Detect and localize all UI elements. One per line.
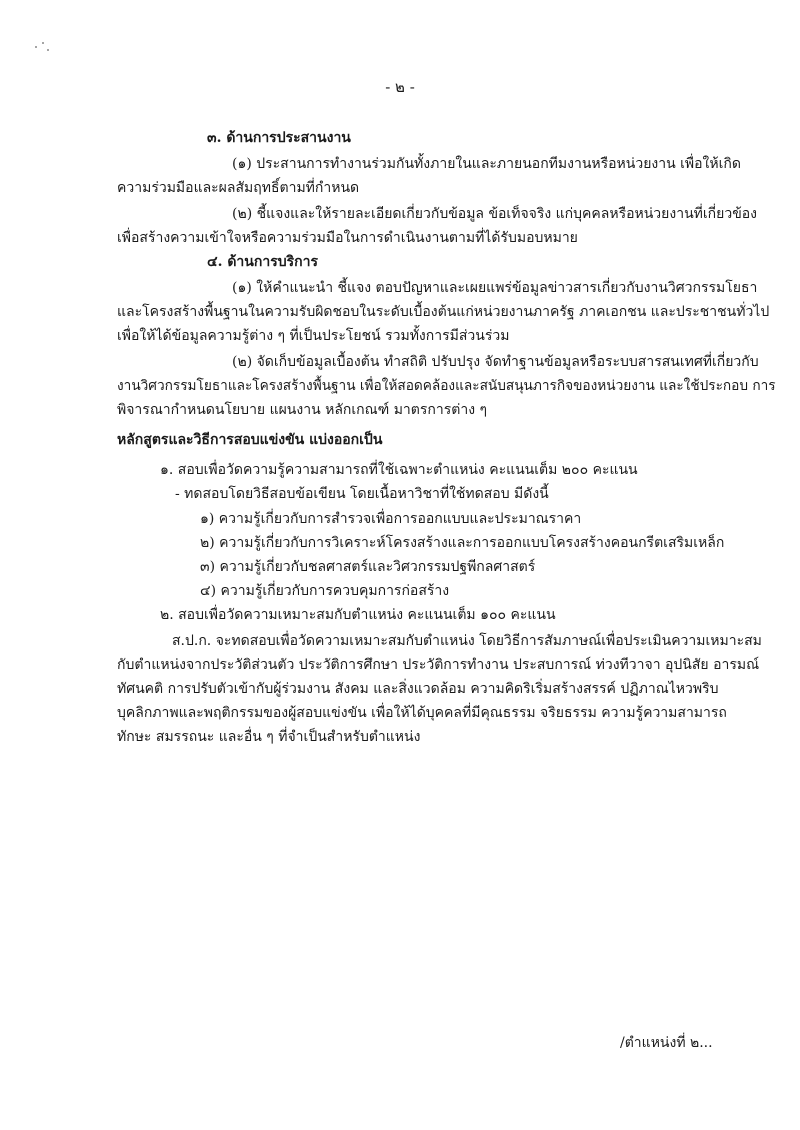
exam-part-1: ๑. สอบเพื่อวัดความรู้ความสามารถที่ใช้เฉพาะตำแหน่ง คะแนนเต็ม ๒๐๐ คะแนน [160,462,638,478]
exam-part-2-line4: บุคลิกภาพและพฤติกรรมของผู้สอบแข่งขัน เพื่อให้ได้บุคคลที่มีคุณธรรม จริยธรรม ความรู้ความสามารถ [117,705,727,721]
s4-item1-line3: เพื่อให้ได้ข้อมูลความรู้ต่าง ๆ ที่เป็นประโยชน์ รวมทั้งการมีส่วนร่วม [117,328,510,344]
exam-topic-4: ๔) ความรู้เกี่ยวกับการควบคุมการก่อสร้าง [200,583,450,599]
continuation-note: /ตำแหน่งที่ ๒... [620,1035,713,1051]
s4-item2-line2: งานวิศวกรรมโยธาและโครงสร้างพื้นฐาน เพื่อให้สอดคล้องและสนับสนุนภารกิจของหน่วยงาน และใช้ประกอบ การ [117,378,776,394]
exam-part-2-line1: ส.ป.ก. จะทดสอบเพื่อวัดความเหมาะสมกับตำแหน่ง โดยวิธีการสัมภาษณ์เพื่อประเมินความเหมาะสม [172,633,762,649]
exam-part-1-method: - ทดสอบโดยวิธีสอบข้อเขียน โดยเนื้อหาวิชาที่ใช้ทดสอบ มีดังนี้ [175,486,549,502]
section-4-heading: ๔. ด้านการบริการ [207,254,318,270]
s4-item2-line1: (๒) จัดเก็บข้อมูลเบื้องต้น ทำสถิติ ปรับปรุง จัดทำฐานข้อมูลหรือระบบสารสนเทศที่เกี่ยวกับ [232,354,759,370]
exam-part-2-line5: ทักษะ สมรรถนะ และอื่น ๆ ที่จำเป็นสำหรับตำแหน่ง [117,729,421,745]
s4-item2-line3: พิจารณากำหนดนโยบาย แผนงาน หลักเกณฑ์ มาตรการต่าง ๆ [117,402,488,418]
s3-item2-line1: (๒) ชี้แจงและให้รายละเอียดเกี่ยวกับข้อมูล ข้อเท็จจริง แก่บุคคลหรือหน่วยงานที่เกี่ยวข้อง [232,206,758,222]
scan-specks [35,40,55,54]
s4-item1-line2: และโครงสร้างพื้นฐานในความรับผิดชอบในระดับเบื้องต้นแก่หน่วยงานภาครัฐ ภาคเอกชน และประชาชนทั่วไป [117,304,770,320]
s3-item1-line1: (๑) ประสานการทำงานร่วมกันทั้งภายในและภายนอกทีมงานหรือหน่วยงาน เพื่อให้เกิด [232,156,741,172]
page-number: - ๒ - [385,78,415,96]
s3-item2-line2: เพื่อสร้างความเข้าใจหรือความร่วมมือในการดำเนินงานตามที่ได้รับมอบหมาย [117,230,578,246]
section-3-heading: ๓. ด้านการประสานงาน [207,130,351,146]
exam-part-2-line2: กับตำแหน่งจากประวัติส่วนตัว ประวัติการศึกษา ประวัติการทำงาน ประสบการณ์ ท่วงทีวาจา อุปนิสัย อารมณ์ [117,657,760,673]
exam-part-2-line3: ทัศนคติ การปรับตัวเข้ากับผู้ร่วมงาน สังคม และสิ่งแวดล้อม ความคิดริเริ่มสร้างสรรค์ ปฏิภาณไหวพริบ [117,681,719,697]
curriculum-heading: หลักสูตรและวิธีการสอบแข่งขัน แบ่งออกเป็น [117,432,383,448]
exam-topic-2: ๒) ความรู้เกี่ยวกับการวิเคราะห์โครงสร้างและการออกแบบโครงสร้างคอนกรีตเสริมเหล็ก [200,535,725,551]
exam-part-2: ๒. สอบเพื่อวัดความเหมาะสมกับตำแหน่ง คะแนนเต็ม ๑๐๐ คะแนน [160,607,556,623]
exam-topic-1: ๑) ความรู้เกี่ยวกับการสำรวจเพื่อการออกแบบและประมาณราคา [200,511,582,527]
exam-topic-3: ๓) ความรู้เกี่ยวกับชลศาสตร์และวิศวกรรมปฐพีกลศาสตร์ [200,559,536,575]
s4-item1-line1: (๑) ให้คำแนะนำ ชี้แจง ตอบปัญหาและเผยแพร่ข้อมูลข่าวสารเกี่ยวกับงานวิศวกรรมโยธา [232,280,758,296]
s3-item1-line2: ความร่วมมือและผลสัมฤทธิ์ตามที่กำหนด [117,180,360,196]
